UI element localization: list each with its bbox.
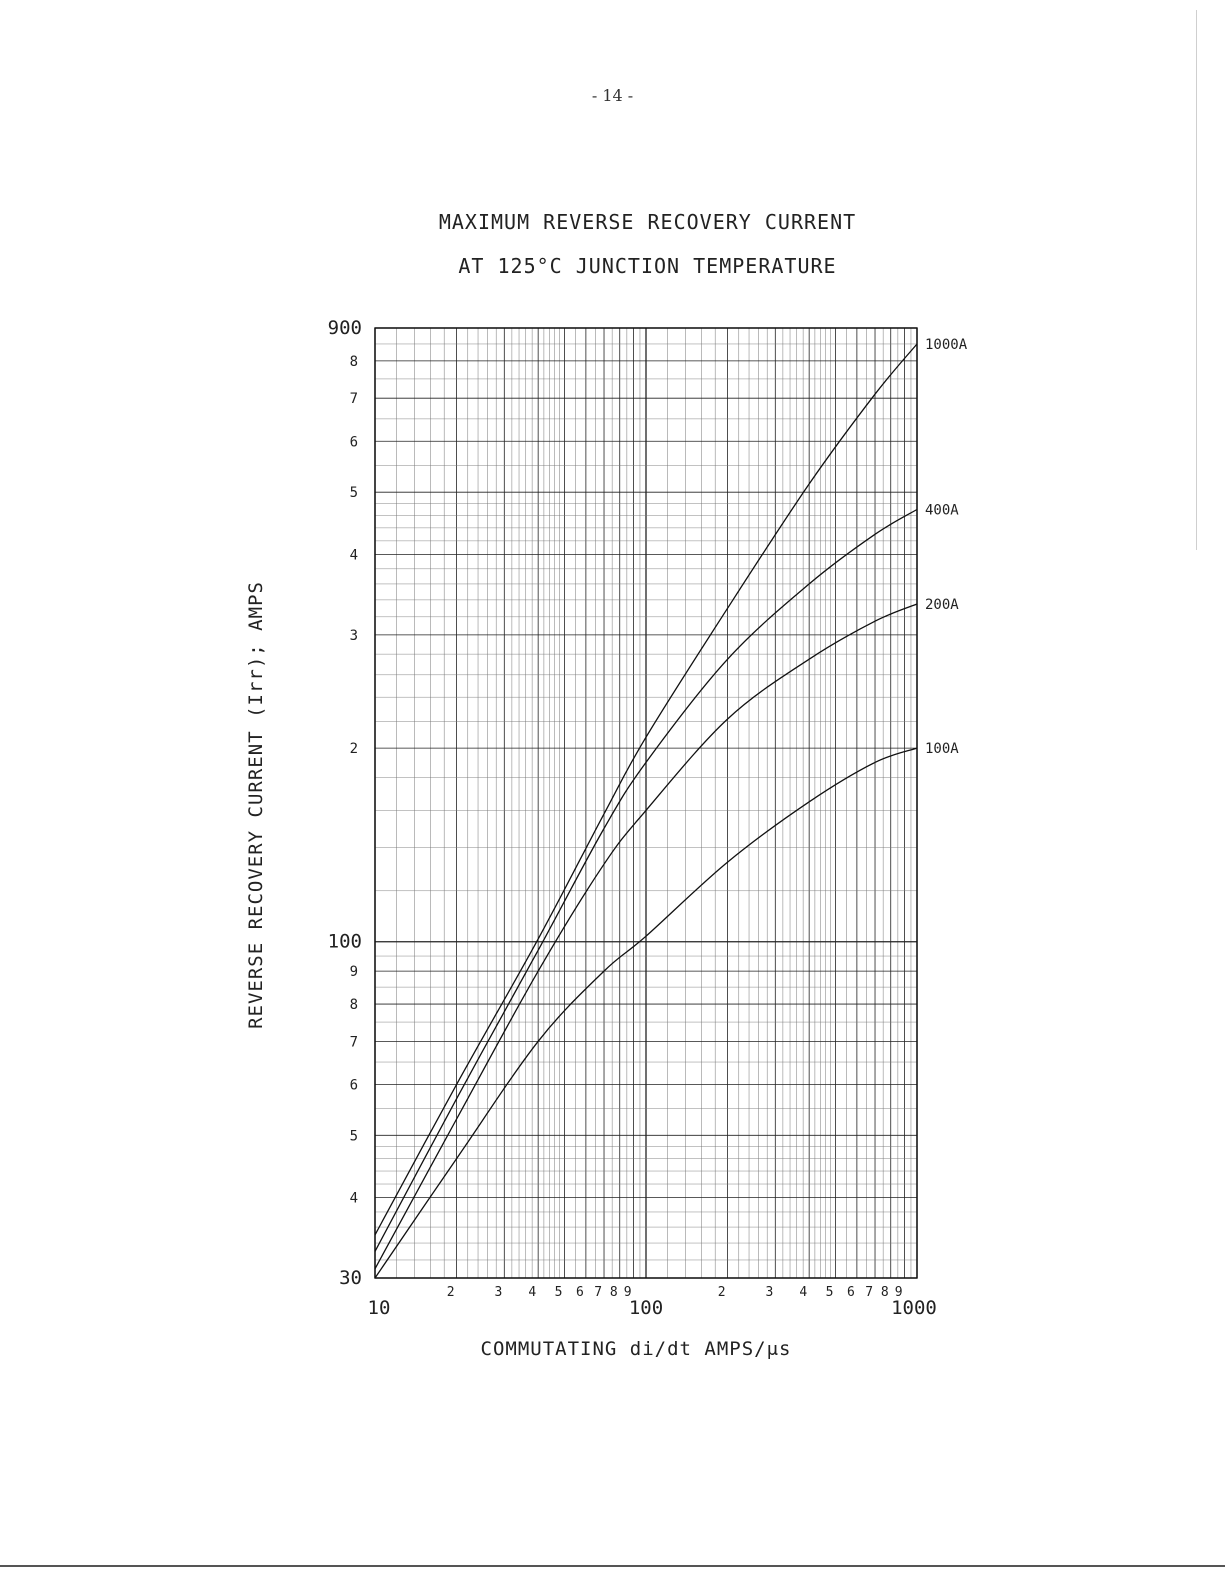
- series-label-1000A: 1000A: [925, 336, 968, 353]
- x-tick-label: 4: [528, 1285, 537, 1300]
- scan-edge-bottom: [0, 1565, 1225, 1567]
- x-axis-label: COMMUTATING di/dt AMPS/μs: [480, 1338, 792, 1360]
- x-tick-label: 4: [799, 1285, 808, 1300]
- x-tick-label: 3: [494, 1285, 503, 1300]
- y-tick-label: 4: [349, 547, 358, 564]
- x-tick-label: 9: [894, 1285, 903, 1300]
- x-tick-label: 1000: [891, 1297, 937, 1319]
- x-tick-label: 7: [594, 1285, 603, 1300]
- y-tick-label: 8: [349, 353, 358, 370]
- y-tick-label: 30: [339, 1267, 362, 1289]
- y-tick-label: 5: [349, 1128, 358, 1145]
- y-tick-label: 3: [349, 627, 358, 644]
- y-tick-label: 7: [349, 1034, 358, 1051]
- y-tick-label: 6: [349, 434, 358, 451]
- x-tick-label: 100: [628, 1297, 664, 1319]
- page-number: - 14 -: [591, 86, 634, 105]
- series-label-400A: 400A: [925, 502, 959, 519]
- grid: [375, 328, 917, 1278]
- chart-title: MAXIMUM REVERSE RECOVERY CURRENT: [438, 210, 857, 234]
- y-tick-label: 100: [327, 930, 362, 953]
- series-label-100A: 100A: [925, 741, 959, 758]
- y-tick-label: 7: [349, 391, 358, 408]
- y-tick-label: 2: [349, 741, 358, 758]
- x-tick-label: 6: [847, 1285, 855, 1300]
- x-tick-label: 2: [446, 1285, 455, 1300]
- y-tick-label: 5: [349, 485, 358, 502]
- y-tick-label: 8: [349, 997, 358, 1014]
- x-tick-label: 2: [717, 1285, 726, 1300]
- x-tick-label: 6: [576, 1285, 584, 1300]
- y-tick-label: 900: [327, 317, 362, 339]
- x-tick-label: 5: [554, 1285, 563, 1300]
- chart-subtitle: AT 125°C JUNCTION TEMPERATURE: [458, 254, 837, 278]
- y-axis-label: REVERSE RECOVERY CURRENT (Irr); AMPS: [245, 581, 267, 1029]
- y-tick-label: 6: [349, 1077, 358, 1094]
- x-tick-label: 5: [825, 1285, 834, 1300]
- y-tick-label: 4: [349, 1190, 358, 1207]
- y-tick-label: 9: [349, 964, 358, 981]
- x-tick-label: 10: [367, 1297, 391, 1319]
- x-tick-label: 8: [609, 1285, 618, 1300]
- series-label-200A: 200A: [925, 597, 959, 614]
- x-tick-label: 8: [880, 1285, 889, 1300]
- series-labels: [925, 337, 968, 757]
- x-tick-label: 9: [623, 1285, 632, 1300]
- scan-edge-right: [1196, 10, 1197, 550]
- x-tick-label: 7: [865, 1285, 874, 1300]
- x-tick-label: 3: [765, 1285, 774, 1300]
